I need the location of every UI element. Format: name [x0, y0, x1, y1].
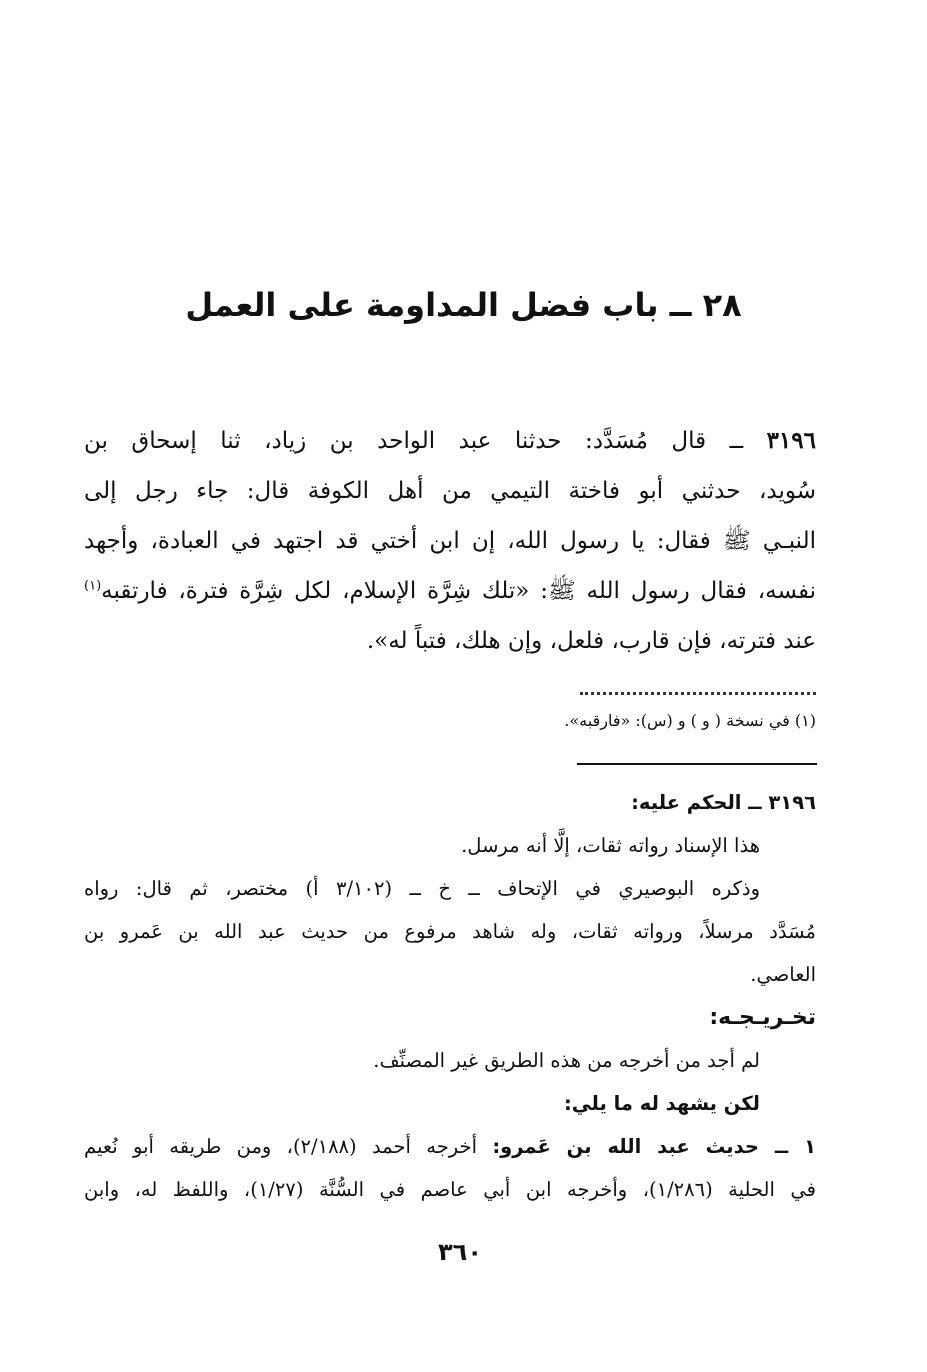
section-divider — [577, 763, 817, 765]
footnote-separator — [580, 672, 816, 695]
busiri-line-2: مُسَدَّد مرسلاً، ورواته ثقات، وله شاهد مرفوع من حديث عبد الله بن عَمرو بن — [84, 920, 816, 943]
busiri-line-3: العاصي. — [750, 963, 816, 986]
footnote-marker: (١) — [84, 578, 102, 594]
hadith-line-5: عند فترته، فإن قارب، فلعل، وإن هلك، فتباً له». — [366, 628, 816, 654]
hadith-number: ٣١٩٦ — [766, 427, 816, 454]
busiri-line-1: وذكره البوصيري في الإتحاف ــ خ ــ (٣/١٠٢ أ) مختصر، ثم قال: رواه — [84, 877, 760, 900]
ruling-heading: ٣١٩٦ ــ الحكم عليه: — [631, 791, 816, 814]
footnote: (١) في نسخة ( و ) و (س): «فارقبه». — [564, 711, 816, 730]
takhrij-text: لم أجد من أخرجه من هذه الطريق غير المصنِّف. — [373, 1049, 760, 1072]
hadith-line-1: ٣١٩٦ ــ قال مُسَدَّد: حدثنا عبد الواحد بن زياد، ثنا إسحاق بن — [84, 427, 816, 454]
commentary — [84, 781, 816, 1211]
takhrij-heading: تخـريـجـه: — [709, 1005, 816, 1030]
witness-heading: لكن يشهد له ما يلي: — [563, 1092, 760, 1115]
hadith-line-3: النبـي ﷺ فقال: يا رسول الله، إن ابن أختي قد اجتهد في العبادة، وأجهد — [84, 528, 816, 554]
page-number: ٣٦٠ — [438, 1238, 482, 1266]
hadith-line-4: نفسه، فقال رسول الله ﷺ: «تلك شِرَّة الإسلام، لكل شِرَّة فترة، فارتقبه$^{(١)}$ — [84, 578, 816, 604]
item1-label: ١ ــ حديث عبد الله بن عَمرو: — [492, 1135, 816, 1158]
chapter-title: ٢٨ ــ باب فضل المداومة على العمل — [185, 286, 742, 324]
ruling-text: هذا الإسناد رواته ثقات، إلَّا أنه مرسل. — [461, 834, 760, 857]
hadith-text — [84, 416, 816, 666]
item1-line-1: ١ ــ حديث عبد الله بن عَمرو: أخرجه أحمد (٢/١٨٨)، ومن طريقه أبو نُعيم — [84, 1135, 816, 1158]
item1-line-2: في الحلية (١/٢٨٦)، وأخرجه ابن أبي عاصم في السُّنَّة (١/٢٧)، واللفظ له، وابن — [84, 1178, 816, 1201]
hadith-line-2: سُويد، حدثني أبو فاختة التيمي من أهل الكوفة قال: جاء رجل إلى — [84, 478, 816, 504]
